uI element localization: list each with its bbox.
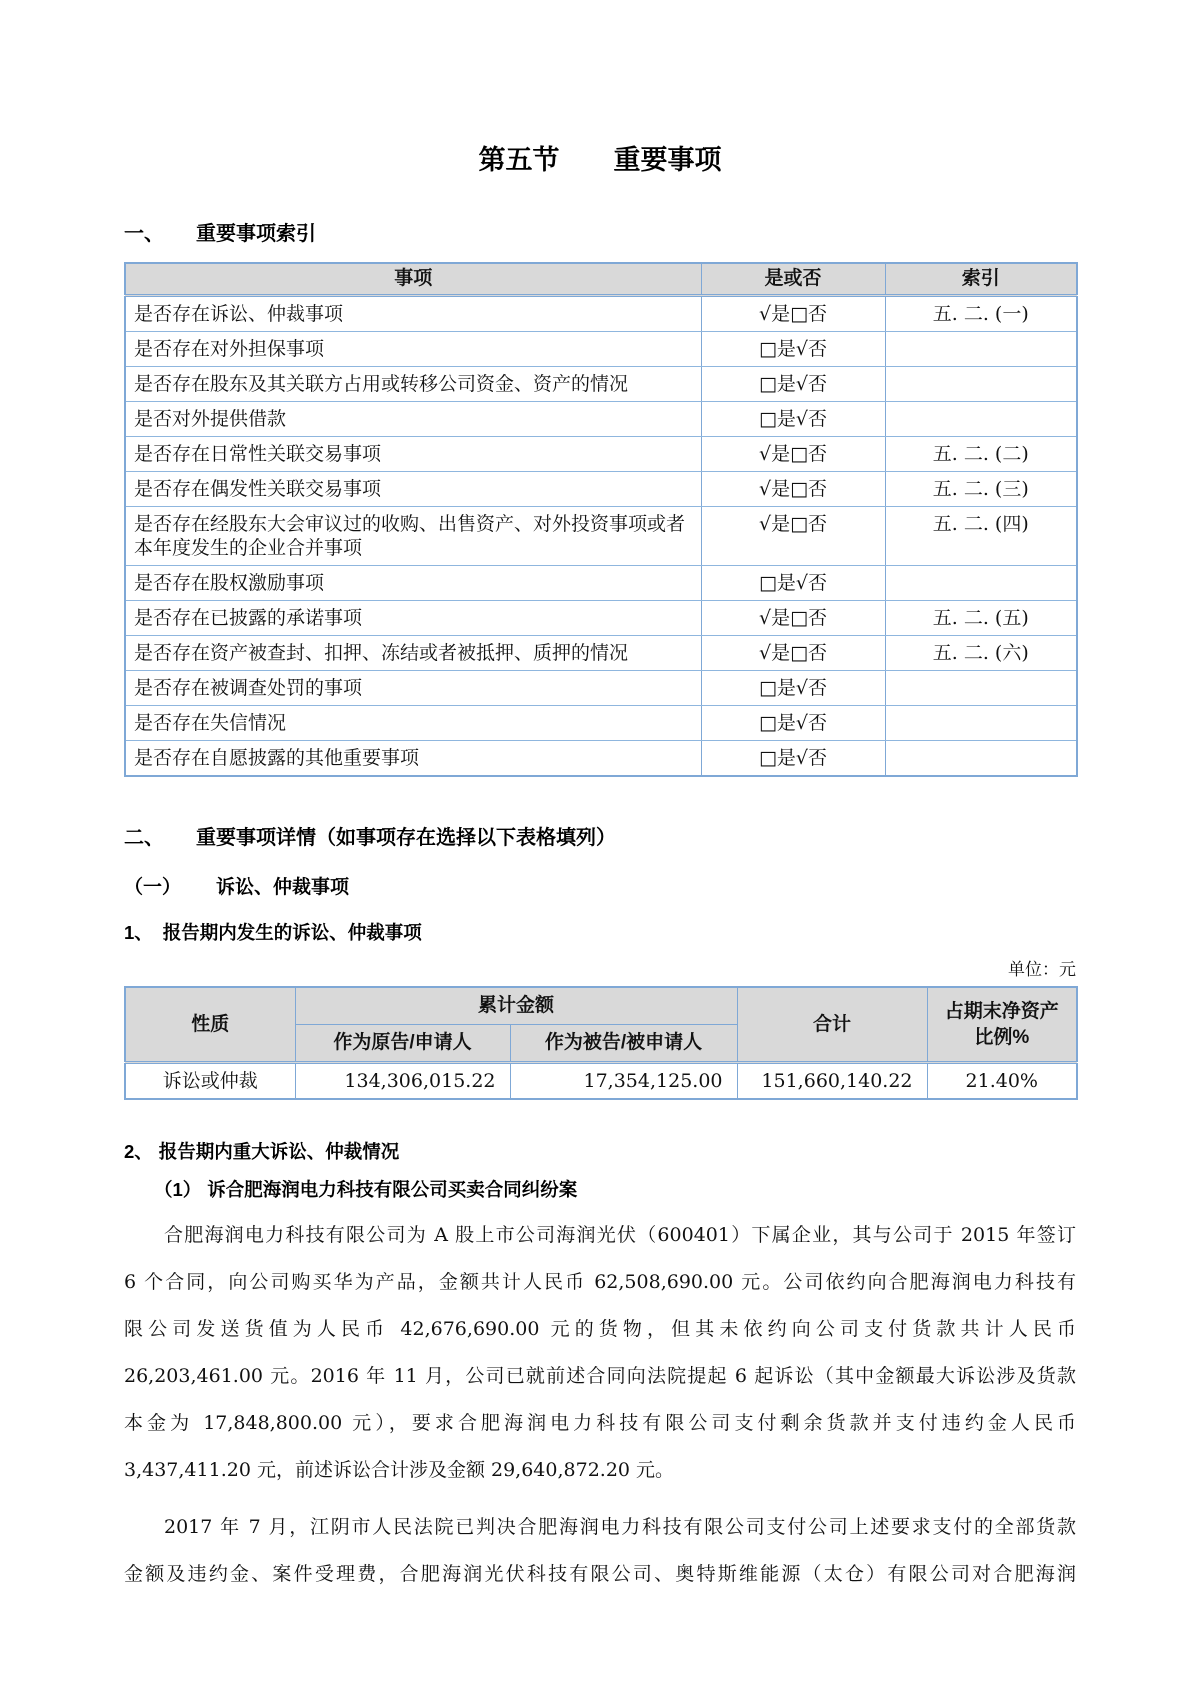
section-one-number: 一、 — [124, 223, 164, 245]
header-yes-no: 是或否 — [701, 263, 885, 296]
table-row — [125, 636, 1077, 671]
document-title: 第五节 重要事项 — [478, 145, 722, 175]
index-cell — [885, 706, 1077, 741]
table-row — [125, 296, 1077, 332]
table-row — [125, 507, 1077, 566]
yes-no-cell: □是√否 — [701, 332, 885, 367]
item-cell: 是否存在资产被查封、扣押、冻结或者被抵押、质押的情况 — [125, 636, 701, 671]
unit-label: 单位：元 — [1008, 960, 1076, 980]
item-cell: 是否对外提供借款 — [125, 402, 701, 437]
item-cell: 是否存在被调查处罚的事项 — [125, 671, 701, 706]
subsection-one-number: （一） — [124, 877, 182, 898]
table-row — [125, 566, 1077, 601]
item-cell: 是否存在股东及其关联方占用或转移公司资金、资产的情况 — [125, 367, 701, 402]
item-one-heading — [124, 919, 1076, 945]
index-cell: 五. 二. (一) — [885, 296, 1077, 332]
yes-no-cell: □是√否 — [701, 706, 885, 741]
body-line: 限公司发送货值为人民币 42,676,690.00 元的货物，但其未依约向公司支付货款共计人民币 — [124, 1318, 1076, 1340]
litigation-table-header — [125, 987, 1077, 1063]
yes-no-cell: □是√否 — [701, 566, 885, 601]
table-row — [125, 671, 1077, 706]
item-cell: 是否存在已披露的承诺事项 — [125, 601, 701, 636]
index-cell: 五. 二. (六) — [885, 636, 1077, 671]
index-cell — [885, 332, 1077, 367]
case-one-title: 诉合肥海润电力科技有限公司买卖合同纠纷案 — [207, 1179, 578, 1200]
yes-no-cell: □是√否 — [701, 402, 885, 437]
index-cell: 五. 二. (二) — [885, 437, 1077, 472]
item-cell: 是否存在诉讼、仲裁事项 — [125, 296, 701, 332]
section-one-title: 重要事项索引 — [196, 223, 316, 245]
paragraph-2 — [124, 1504, 1076, 1598]
body-line: 金额及违约金、案件受理费，合肥海润光伏科技有限公司、奥特斯维能源（太仓）有限公司对合肥海润 — [124, 1563, 1076, 1585]
litigation-data-row — [125, 1063, 1077, 1100]
header-net-asset-ratio — [927, 987, 1077, 1063]
yes-no-cell: √是□否 — [701, 296, 885, 332]
yes-no-cell: □是√否 — [701, 671, 885, 706]
table-row — [125, 472, 1077, 507]
yes-no-cell: √是□否 — [701, 437, 885, 472]
yes-no-cell: √是□否 — [701, 636, 885, 671]
index-cell — [885, 671, 1077, 706]
item-cell: 是否存在股权激励事项 — [125, 566, 701, 601]
plaintiff-amount-cell: 134,306,015.22 — [295, 1063, 510, 1100]
paragraph-1 — [124, 1212, 1076, 1494]
body-line: 6 个合同，向公司购买华为产品，金额共计人民币 62,508,690.00 元。公司依约向合肥海润电力科技有 — [124, 1271, 1076, 1293]
yes-no-cell: √是□否 — [701, 507, 885, 566]
body-line: 合肥海润电力科技有限公司为 A 股上市公司海润光伏（600401）下属企业，其与公司于 2015 年签订 — [164, 1224, 1076, 1246]
item-two-title: 报告期内重大诉讼、仲裁情况 — [158, 1141, 400, 1162]
index-cell — [885, 402, 1077, 437]
header-plaintiff: 作为原告/申请人 — [295, 1025, 510, 1063]
yes-no-cell: □是√否 — [701, 367, 885, 402]
header-total: 合计 — [737, 987, 927, 1063]
yes-no-cell: √是□否 — [701, 472, 885, 507]
item-cell: 是否存在偶发性关联交易事项 — [125, 472, 701, 507]
item-one-number: 1、 — [124, 922, 153, 943]
litigation-summary-table — [124, 986, 1078, 1100]
nature-cell: 诉讼或仲裁 — [125, 1063, 295, 1100]
total-amount-cell: 151,660,140.22 — [737, 1063, 927, 1100]
item-two-heading — [124, 1138, 1076, 1164]
body-line: 26,203,461.00 元。2016 年 11 月，公司已就前述合同向法院提起 6 起诉讼（其中金额最大诉讼涉及货款 — [124, 1365, 1076, 1387]
header-index: 索引 — [885, 263, 1077, 296]
body-line: 3,437,411.20 元，前述诉讼合计涉及金额 29,640,872.20 元。 — [124, 1459, 675, 1481]
header-ratio-line1: 占期末净资产 — [944, 1000, 1059, 1022]
section-two-number: 二、 — [124, 827, 164, 849]
defendant-amount-cell: 17,354,125.00 — [510, 1063, 737, 1100]
item-cell: 是否存在失信情况 — [125, 706, 701, 741]
table-row — [125, 741, 1077, 777]
table-row — [125, 367, 1077, 402]
table-row — [125, 437, 1077, 472]
header-ratio-line2: 比例% — [974, 1026, 1030, 1048]
index-cell: 五. 二. (三) — [885, 472, 1077, 507]
case-one-number: （1） — [154, 1179, 202, 1200]
item-cell: 是否存在自愿披露的其他重要事项 — [125, 741, 701, 777]
table-row — [125, 706, 1077, 741]
header-cumulative: 累计金额 — [295, 987, 737, 1025]
subsection-one-title: 诉讼、仲裁事项 — [216, 877, 350, 898]
index-cell: 五. 二. (四) — [885, 507, 1077, 566]
item-two-number: 2、 — [124, 1141, 153, 1162]
header-defendant: 作为被告/被申请人 — [510, 1025, 737, 1063]
yes-no-cell: √是□否 — [701, 601, 885, 636]
item-cell: 是否存在经股东大会审议过的收购、出售资产、对外投资事项或者本年度发生的企业合并事项 — [125, 507, 701, 566]
index-table-header — [125, 263, 1077, 296]
item-cell: 是否存在日常性关联交易事项 — [125, 437, 701, 472]
header-item: 事项 — [125, 263, 701, 296]
important-matters-index-table — [124, 262, 1078, 777]
index-cell — [885, 367, 1077, 402]
item-one-title: 报告期内发生的诉讼、仲裁事项 — [162, 922, 422, 943]
body-line: 2017 年 7 月，江阴市人民法院已判决合肥海润电力科技有限公司支付公司上述要求支付的全部货款 — [164, 1516, 1076, 1538]
section-one-heading — [124, 217, 1076, 246]
case-one-heading — [124, 1176, 1076, 1202]
section-two-heading — [124, 821, 1076, 850]
yes-no-cell: □是√否 — [701, 741, 885, 777]
table-row — [125, 601, 1077, 636]
body-line: 本金为 17,848,800.00 元），要求合肥海润电力科技有限公司支付剩余货款并支付违约金人民币 — [124, 1412, 1076, 1434]
section-two-title: 重要事项详情（如事项存在选择以下表格填列） — [196, 827, 616, 849]
index-cell: 五. 二. (五) — [885, 601, 1077, 636]
header-nature: 性质 — [125, 987, 295, 1063]
table-row — [125, 332, 1077, 367]
index-cell — [885, 566, 1077, 601]
table-row — [125, 402, 1077, 437]
subsection-one-heading — [124, 872, 1076, 899]
item-cell: 是否存在对外担保事项 — [125, 332, 701, 367]
ratio-cell: 21.40% — [927, 1063, 1077, 1100]
index-cell — [885, 741, 1077, 777]
